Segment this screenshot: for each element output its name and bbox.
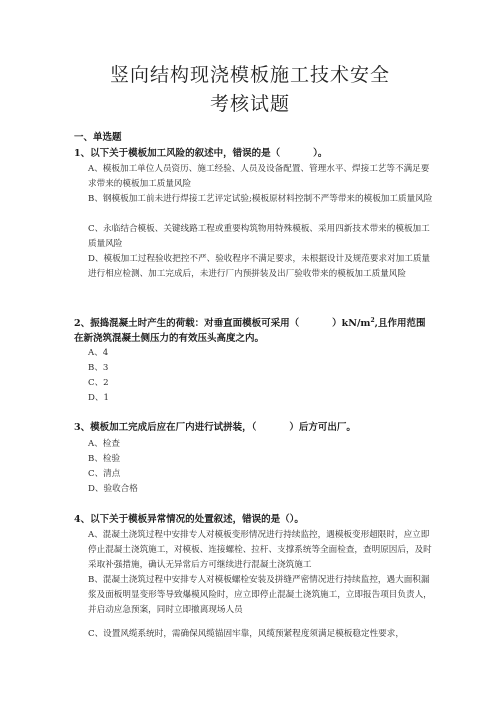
question-2-option-c: C、2 bbox=[88, 378, 109, 388]
question-3-option-a: A、检查 bbox=[88, 439, 120, 449]
document-title-line2: 考核试题 bbox=[209, 93, 290, 115]
document-title-line1: 竖向结构现浇模板施工技术安全 bbox=[109, 64, 390, 86]
question-1-stem: 1、以下关于模板加工风险的叙述中，错误的是（ ）。 bbox=[74, 148, 328, 159]
question-3-option-c: C、清点 bbox=[88, 469, 121, 479]
question-2-option-d: D、1 bbox=[88, 393, 109, 403]
question-4-option-b: B、混凝土浇筑过程中安排专人对模板螺栓安装及拼缝严密情况进行持续监控，遇大面积漏浆及面板明显变形等导致爆模风险时，应立即停止混凝土浇筑施工，立即报告项目负责人，并启动应急预案，同时立即撤离现场人员 bbox=[88, 575, 432, 615]
section-heading: 一、单选题 bbox=[74, 132, 122, 143]
question-1-option-c: C、永临结合模板、关键线路工程或重要构筑物用特殊模板、采用四新技术带来的模板加工质量风险 bbox=[88, 224, 430, 249]
question-1-option-a: A、模板加工单位人员资历、施工经验、人员及设备配置、管理水平、焊接工艺等不满足要求带来的模板加工质量风险 bbox=[88, 164, 430, 189]
question-1-option-b: B、钢模板加工前未进行焊接工艺评定试验;模板原材料控制不严等带来的模板加工质量风险 bbox=[88, 194, 433, 204]
question-3-option-d: D、验收合格 bbox=[88, 484, 138, 494]
question-2-option-a: A、4 bbox=[88, 348, 109, 358]
question-3-option-b: B、检验 bbox=[88, 454, 121, 464]
question-4-option-c: C、设置风缆系统时，需确保风缆锚固牢靠，风缆预紧程度须满足模板稳定性要求， bbox=[88, 629, 404, 639]
question-4-stem: 4、以下关于模板异常情况的处置叙述，错误的是（）。 bbox=[74, 514, 304, 525]
question-2-stem: 2、振捣混凝土时产生的荷载：对垂直面模板可采用（ ）$kN/m^2$,且作用范围在新浇筑混凝土侧压力的有效压头高度之内。 bbox=[74, 317, 426, 345]
question-1-option-d: D、模板加工过程验收把控不严、验收程序不满足要求，未根据设计及规范要求对加工质量进行相应检测、加工完成后，未进行厂内预拼装及出厂验收带来的模板加工质量风险 bbox=[88, 254, 431, 279]
question-2-option-b: B、3 bbox=[88, 363, 109, 373]
question-4-option-a: A、混凝土浇筑过程中安排专人对模板变形情况进行持续监控，遇模板变形超限时，应立即停止混凝土浇筑施工，对模板、连接螺栓、拉杆、支撑系统等全面检查，查明原因后，及时采取补强措施，确认无异常后方可继续进行混凝土浇筑施工 bbox=[88, 530, 432, 570]
question-3-stem: 3、模板加工完成后应在厂内进行试拼装，（ ）后方可出厂。 bbox=[74, 422, 356, 433]
